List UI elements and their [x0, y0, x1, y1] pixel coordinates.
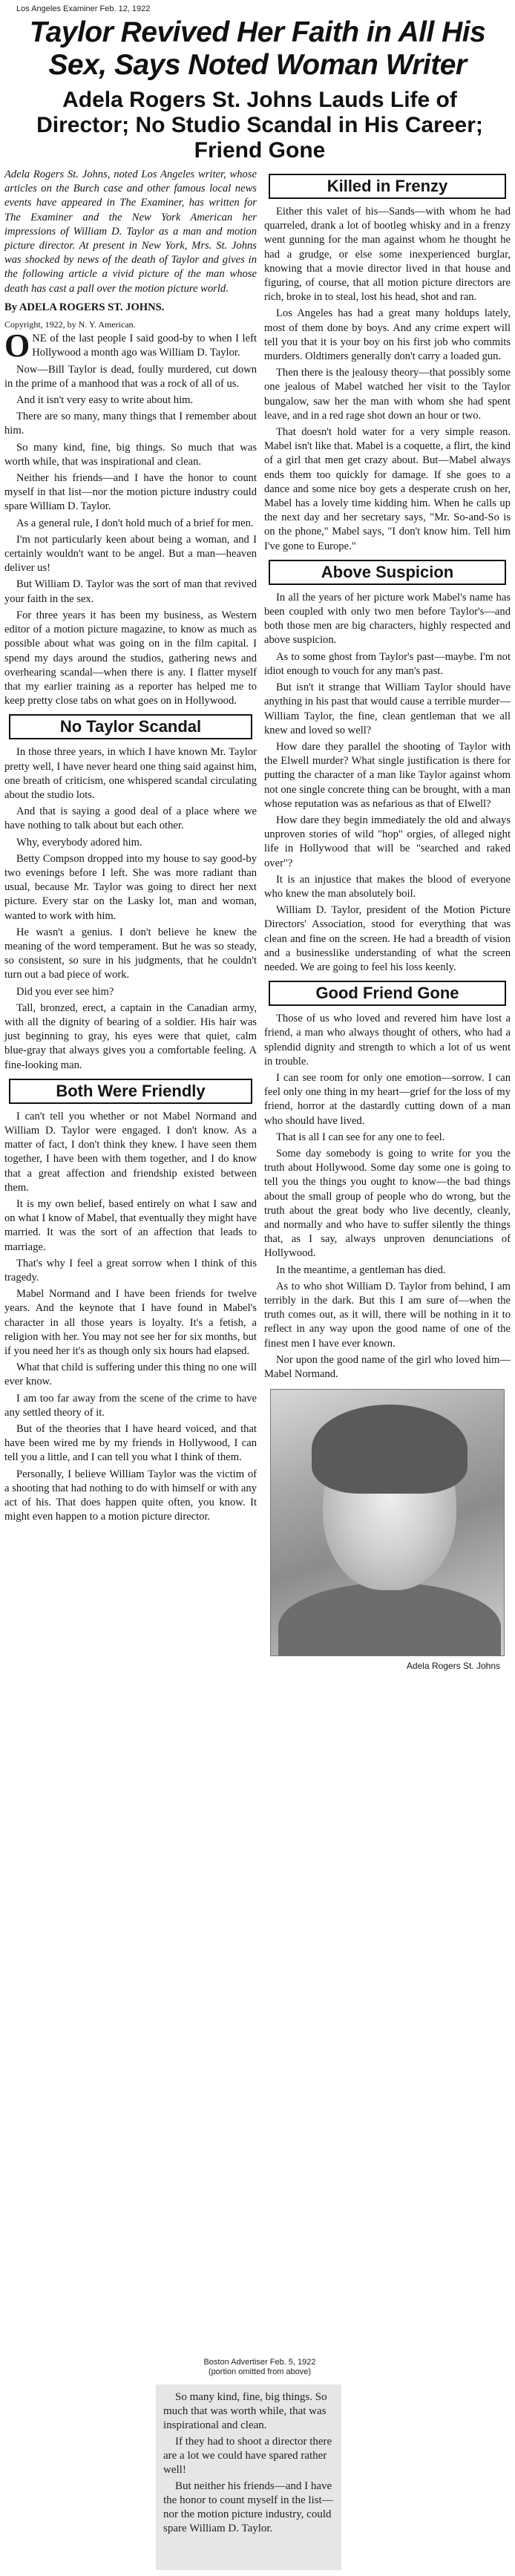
clip-paragraph: So many kind, fine, big things. So much that was worth while, that was inspirational and clean.: [163, 2391, 327, 2431]
article-paragraph: There are so many, many things that I remember about him.: [4, 411, 257, 437]
left-column: [4, 168, 257, 1526]
source-line: Los Angeles Examiner Feb. 12, 1922: [16, 4, 151, 13]
article-paragraph: Neither his friends—and I have the honor to count myself in that list—nor the motion picture industry could spare William D. Taylor.: [4, 472, 257, 513]
section-heading-killed-in-frenzy: Killed in Frenzy: [269, 174, 506, 199]
article-paragraph: And it isn't very easy to write about him.: [16, 394, 194, 407]
article-paragraph: Tall, bronzed, erect, a captain in the Canadian army, with all the dignity of bearing of a soldier. His hair was just beginning to gray, his eyes were that quiet, calm blue-gray that always gives you a comfortable feeling. A fine-looking man.: [4, 1001, 257, 1071]
article-paragraph: Those of us who loved and revered him have lost a friend, a man who always thought of others, who had a splendid dignity and strength to which a lot of us went in trouble.: [264, 1013, 511, 1068]
article-paragraph: As to who shot William D. Taylor from behind, I am terribly in the dark. But this I am sure of—when the truth comes out, as it will, there will be nothing in it to reflect in any way upon the good name of one of the finest men I have ever known.: [264, 1280, 511, 1350]
author-portrait-photo: [270, 1389, 505, 1656]
copyright-text: Copyright, 1922, by N. Y. American.: [4, 319, 136, 330]
byline-name: By ADELA ROGERS ST. JOHNS.: [4, 301, 165, 313]
article-paragraph: Either this valet of his—Sands—with whom he had quarreled, drank a lot of bootleg whisky and in a frenzy went gunning for the man against whom he thought he had a grudge, or else some inexperienced burglar, knowing that a movie director lived in that house and figuring, of course, that all motion picture directors are rich, broke in to steal, lost his head, shot and ran.: [264, 206, 511, 304]
clip-source: [148, 2358, 371, 2377]
section-heading-good-friend-gone: Good Friend Gone: [269, 981, 506, 1006]
article-paragraph: Then there is the jealousy theory—that possibly some one jealous of Mabel watched her visit to the Taylor bungalow, saw her the man with whom she had spent leave, and in a red rage shot down an hour or two.: [264, 367, 511, 422]
section-heading-no-taylor-scandal: No Taylor Scandal: [9, 714, 252, 739]
article-paragraph: He wasn't a genius. I don't believe he knew the meaning of the word temperament. But he was so steady, so consistent, so sure in his judgments, that he couldn't turn out a bad piece of work.: [4, 926, 257, 981]
clip-paragraph: If they had to shoot a director there are a lot we could have spared rather well!: [163, 2436, 332, 2476]
article-paragraph: Nor upon the good name of the girl who loved him—Mabel Normand.: [264, 1353, 511, 1381]
article-paragraph: But William D. Taylor was the sort of man that revived your faith in the sex.: [4, 578, 257, 605]
article-paragraph: In all the years of her picture work Mabel's name has been coupled with only two men before Taylor's—and both those men are big characters, highly respected and above suspicion.: [264, 591, 511, 647]
article-paragraph: That is all I can see for any one to feel.: [276, 1131, 445, 1143]
article-paragraph: That doesn't hold water for a very simple reason. Mabel isn't like that. Mabel is a coquette, a flirt, the kind of a girl that men get crazy about. But—Mabel always ends them too quickly for damage. If she goes to a dance and some nice boy gets a desperate crush on her, Mabel has a lovely time kidding him. When he calls up the next day and her secretary says, "Mr. So-and-So is on the phone," Mabel says, "I don't know him. Tell him I've gone to Europe.": [264, 426, 511, 552]
article-paragraph: What that child is suffering under this thing no one will ever know.: [4, 1361, 257, 1388]
article-paragraph: I can see room for only one emotion—sorrow. I can feel only one thing in my heart—grief for the loss of my friend, horror at the dastardly cutting down of a man who should have lived.: [264, 1071, 511, 1127]
clip-source-line: Boston Advertiser Feb. 5, 1922: [203, 2358, 316, 2367]
headline: Taylor Revived Her Faith in All His Sex, Says Noted Woman Writer: [29, 16, 486, 81]
article-paragraph: In the meantime, a gentleman has died.: [276, 1264, 446, 1276]
article-paragraph: And that is saying a good deal of a place where we have nothing to talk about but each other.: [4, 805, 257, 832]
article-paragraph: ONE of the last people I said good-by to when I left Hollywood a month ago was William D. Taylor.: [4, 327, 257, 365]
article-paragraph: I am too far away from the scene of the crime to have any settled theory of it.: [4, 1392, 257, 1419]
byline: [4, 301, 257, 315]
article-paragraph: Did you ever see him?: [16, 985, 114, 998]
article-paragraph: But of the theories that I have heard voiced, and that have been wired me by my friends in Hollywood, I can tell you a little, and I can tell you what I think of them.: [4, 1423, 257, 1464]
portrait-shoulders: [278, 1583, 501, 1656]
article-paragraph: But isn't it strange that William Taylor should have anything in his past that would cause a terrible murder—William Taylor, the fine, clean gentleman that we all knew and loved so well?: [264, 681, 511, 736]
section-heading-both-were-friendly: Both Were Friendly: [9, 1079, 252, 1104]
copyright-line: [4, 318, 257, 332]
clip-source-note: (portion omitted from above): [208, 2367, 312, 2376]
article-paragraph: That's why I feel a great sorrow when I think of this tragedy.: [4, 1257, 257, 1284]
article-paragraph: Now—Bill Taylor is dead, foully murdered, cut down in the prime of a manhood that was a rock of all of us.: [4, 363, 257, 390]
article-paragraph: William D. Taylor, president of the Motion Picture Directors' Association, stood for everything that was clean and fine on the screen. He had a breadth of vision and a businesslike understanding of what the screen needed. We are going to feel his loss keenly.: [264, 904, 511, 973]
article-paragraph: How dare they parallel the shooting of Taylor with the Elwell murder? What single justification is there for putting the character of a man like Taylor against whom not one single concrete thing can be brought, with a man whose reputation was as nefarious as that of Elwell?: [264, 740, 511, 810]
photo-caption: Adela Rogers St. Johns: [406, 1661, 500, 1672]
article-paragraph: Los Angeles has had a great many holdups lately, most of them done by boys. And any crime expert will tell you that it is your boy on his first job who commits murders. Oldtimers generally don't carry a loaded gun.: [264, 307, 511, 363]
right-column: [264, 168, 511, 1673]
article-paragraph: As a general rule, I don't hold much of a brief for men.: [16, 517, 254, 529]
subhead: Adela Rogers St. Johns Lauds Life of Director; No Studio Scandal in His Career; Friend Gone: [36, 88, 483, 163]
article-paragraph: How dare they begin immediately the old and always unproven stories of wild "hop" orgies, of alleged night life in Hollywood that will be "searched and raked over"?: [264, 814, 511, 869]
clip-paragraph: But neither his friends—and I have the honor to count myself in the list—nor the motion picture industry, could spare William D. Taylor.: [163, 2480, 333, 2534]
article-paragraph: For three years it has been my business, as Western editor of a motion picture magazine, to know as much as possible about what was going on in the film capital. I spend my days around the studios, gathering news and overhearing scandal—when there is any. I flatter myself that my earlier training as a reporter has helped me to keep pretty close tabs on what goes on in Hollywood.: [4, 609, 257, 707]
article-paragraph: I'm not particularly keen about being a woman, and I certainly wouldn't want to be angel. But a man—heaven deliver us!: [4, 533, 257, 575]
article-paragraph: I can't tell you whether or not Mabel Normand and William D. Taylor were engaged. I don't know. As a matter of fact, I don't think they knew. I have seen them together, I have been with them together, and I do know that a great affection and friendship existed between them.: [4, 1110, 257, 1194]
article-paragraph: Betty Compson dropped into my house to say good-by two evenings before I left. She was more radiant than usual, because Mr. Taylor was going to direct her next picture. Every star on the Lasky lot, man and woman, wanted to work with him.: [4, 852, 257, 922]
article-paragraph: Some day somebody is going to write for you the truth about Hollywood. Some day some one is going to tell you the things you ought to know—the bad things about the small group of people who do wrong, but the truth about the great body who live decently, cleanly, and normally and who have to suffer silently the things that, as I say, always unproven denunciations of Hollywood.: [264, 1147, 511, 1260]
article-paragraph: Why, everybody adored him.: [16, 836, 142, 849]
article-paragraph: So many kind, fine, big things. So much that was worth while, that was inspirational and clean.: [4, 441, 257, 468]
article-paragraph: It is my own belief, based entirely on what I saw and on what I know of Mabel, that eventually they might have married. It was the sort of an affection that leads to marriage.: [4, 1198, 257, 1253]
portrait-hair: [312, 1405, 468, 1494]
article-paragraph: Mabel Normand and I have been friends for twelve years. And the keynote that I have found in Mabel's character in all those years is loyalty. It's a fetish, a religion with her. You may not see her for six months, but if you need her it's as though only six hours had elapsed.: [4, 1288, 257, 1358]
article-paragraph: As to some ghost from Taylor's past—maybe. I'm not idiot enough to vouch for any man's past.: [264, 650, 511, 677]
article-paragraph: It is an injustice that makes the blood of everyone who knew the man absolutely boil.: [264, 873, 511, 900]
article-paragraph: Personally, I believe William Taylor was the victim of a shooting that had nothing to do with himself or with any act of his. That does happen quite often, you know. It might even happen to a motion picture director.: [4, 1468, 257, 1523]
article-paragraph: In those three years, in which I have known Mr. Taylor pretty well, I have never heard one thing said against him, one breath of criticism, one whispered scandal circulating about the studio lots.: [4, 746, 257, 801]
section-heading-above-suspicion: Above Suspicion: [269, 560, 506, 585]
intro-paragraph: Adela Rogers St. Johns, noted Los Angeles writer, whose articles on the Burch case and other famous local news events have appeared in The Examiner, has written for The Examiner and the New York American her impressions of William D. Taylor as a man and motion picture director. At present in New York, Mrs. St. Johns was shocked by news of the death of Taylor and gives in the following article a vivid picture of the man whose death has cast a pall over the motion picture world.: [4, 169, 257, 295]
drop-cap: O: [4, 327, 30, 365]
boston-advertiser-clipping: [156, 2384, 341, 2570]
